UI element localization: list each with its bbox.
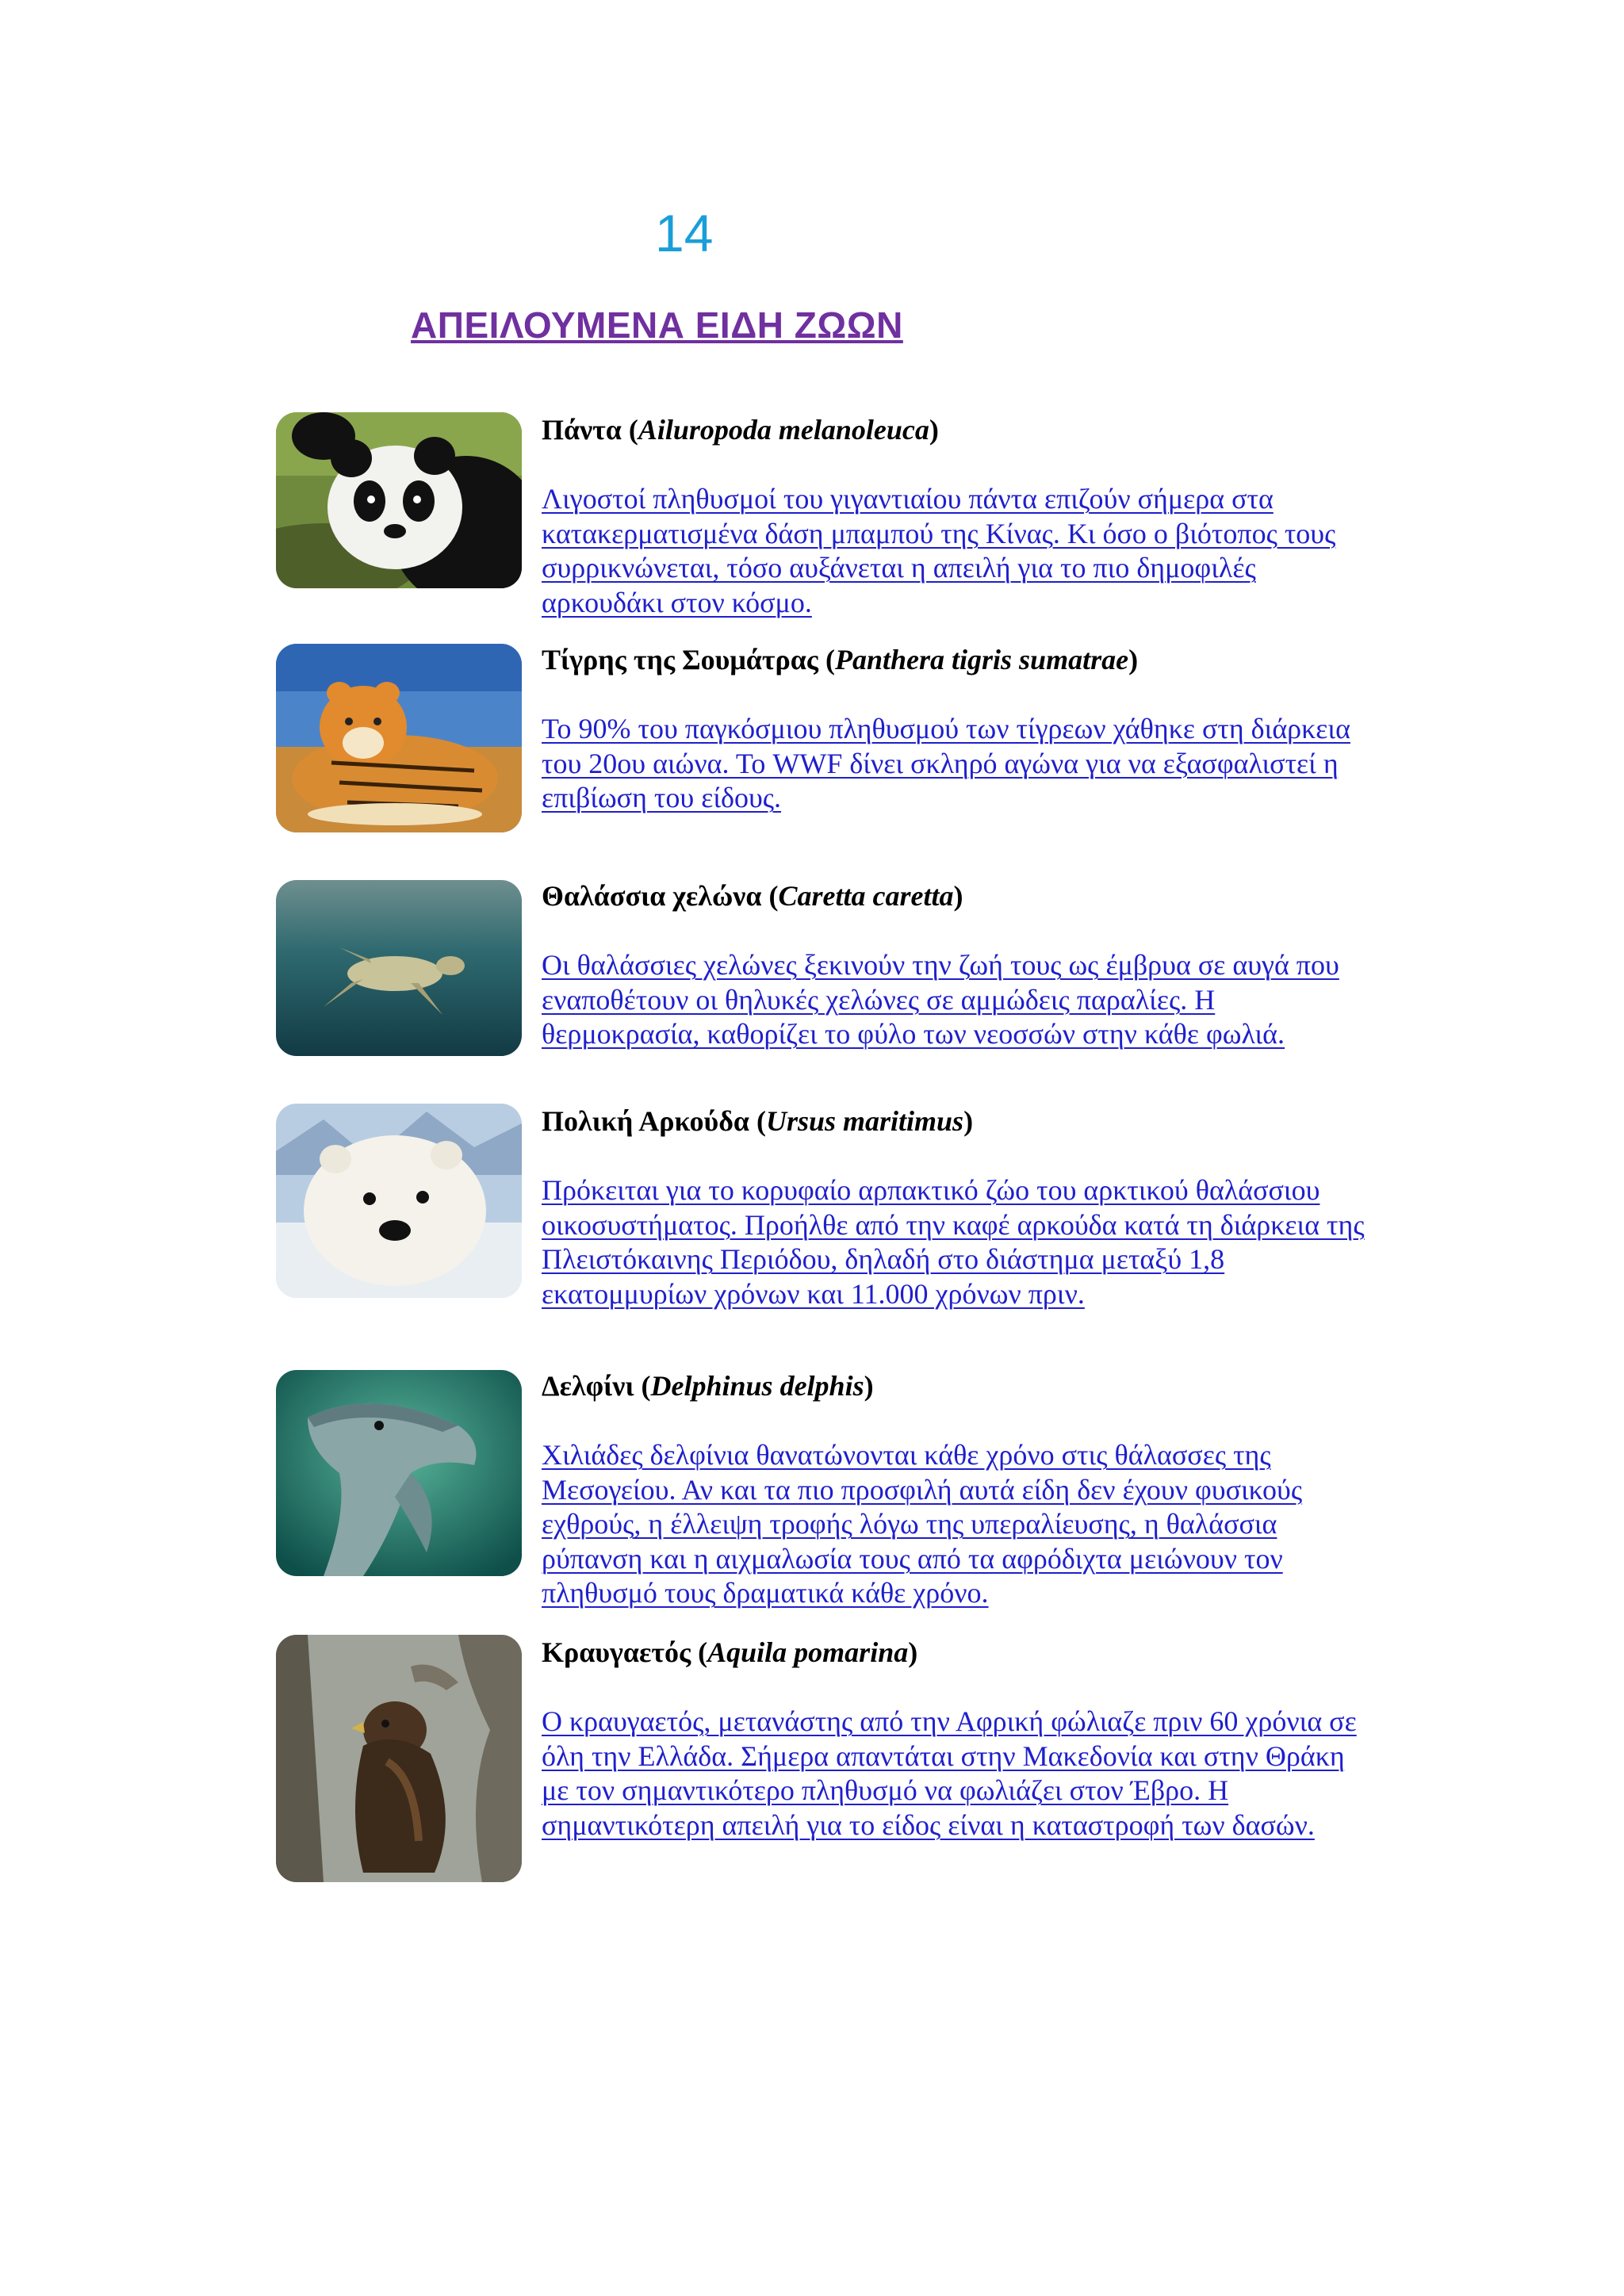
sea-turtle-description-link[interactable]: Οι θαλάσσιες χελώνες ξεκινούν την ζωή τους ως έμβρυα σε αυγά που εναποθέτουν οι θηλυκές χελώνες σε αμμώδεις παραλίες. Η θερμοκρασία, καθορίζει το φύλο των νεοσσών στην κάθε φωλιά. bbox=[542, 949, 1339, 1050]
sea-turtle-photo bbox=[276, 880, 522, 1056]
polar-bear-photo bbox=[276, 1104, 522, 1298]
page-number: 14 bbox=[655, 204, 714, 262]
panda-text bbox=[542, 412, 1370, 620]
dolphin-text bbox=[542, 1368, 1370, 1611]
animal-heading: Δελφίνι (Delphinus delphis) bbox=[542, 1370, 874, 1402]
animal-heading: Πολική Αρκούδα (Ursus maritimus) bbox=[542, 1105, 974, 1137]
eagle-photo bbox=[276, 1635, 522, 1882]
animal-heading: Τίγρης της Σουμάτρας (Panthera tigris sumatrae) bbox=[542, 644, 1139, 675]
tiger-text bbox=[542, 642, 1370, 816]
eagle-text bbox=[542, 1635, 1370, 1843]
dolphin-photo bbox=[276, 1370, 522, 1576]
panda-description-link[interactable]: Λιγοστοί πληθυσμοί του γιγαντιαίου πάντα επιζούν σήμερα στα κατακερματισμένα δάση μπαμπού της Κίνας. Κι όσο ο βιότοπος τους συρρικνώνεται, τόσο αυξάνεται η απειλή για το πιο δημοφιλές αρκουδάκι στον κόσμο. bbox=[542, 483, 1336, 618]
animal-heading: Κραυγαετός (Aquila pomarina) bbox=[542, 1636, 918, 1668]
tiger-description-link[interactable]: Το 90% του παγκόσμιου πληθυσμού των τίγρεων χάθηκε στη διάρκεια του 20ου αιώνα. Το WWF δίνει σκληρό αγώνα για να εξασφαλιστεί η επιβίωση του είδους. bbox=[542, 713, 1350, 814]
animal-heading: Πάντα (Ailuropoda melanoleuca) bbox=[542, 414, 939, 446]
polar-bear-text bbox=[542, 1104, 1370, 1311]
page-title: ΑΠΕΙΛΟΥΜΕΝΑ ΕΙΔΗ ΖΩΩΝ bbox=[411, 304, 903, 346]
dolphin-description-link[interactable]: Χιλιάδες δελφίνια θανατώνονται κάθε χρόνο στις θάλασσες της Μεσογείου. Αν και τα πιο προσφιλή αυτά είδη δεν έχουν φυσικούς εχθρούς, η έλλειψη τροφής λόγω της υπεραλίευσης, η θαλάσσια ρύπανση και η αιχμαλωσία τους από τα αφρόδιχτα μειώνουν τον πληθυσμό τους δραματικά κάθε χρόνο. bbox=[542, 1439, 1303, 1609]
animal-heading: Θαλάσσια χελώνα (Caretta caretta) bbox=[542, 880, 963, 912]
tiger-photo bbox=[276, 644, 522, 832]
eagle-description-link[interactable]: Ο κραυγαετός, μετανάστης από την Αφρική φώλιαζε πριν 60 χρόνια σε όλη την Ελλάδα. Σήμερα απαντάται στην Μακεδονία και στην Θράκη με τον σημαντικότερο πληθυσμό να φωλιάζει στον Έβρο. Η σημαντικότερη απειλή για το είδος είναι η καταστροφή των δασών. bbox=[542, 1705, 1357, 1841]
panda-photo bbox=[276, 412, 522, 588]
sea-turtle-text bbox=[542, 878, 1370, 1052]
polar-bear-description-link[interactable]: Πρόκειται για το κορυφαίο αρπακτικό ζώο του αρκτικού θαλάσσιου οικοσυστήματος. Προήλθε από την καφέ αρκούδα κατά τη διάρκεια της Πλειστόκαινης Περιόδου, δηλαδή στο διάστημα μεταξύ 1,8 εκατομμυρίων χρόνων και 11.000 χρόνων πριν. bbox=[542, 1174, 1365, 1310]
